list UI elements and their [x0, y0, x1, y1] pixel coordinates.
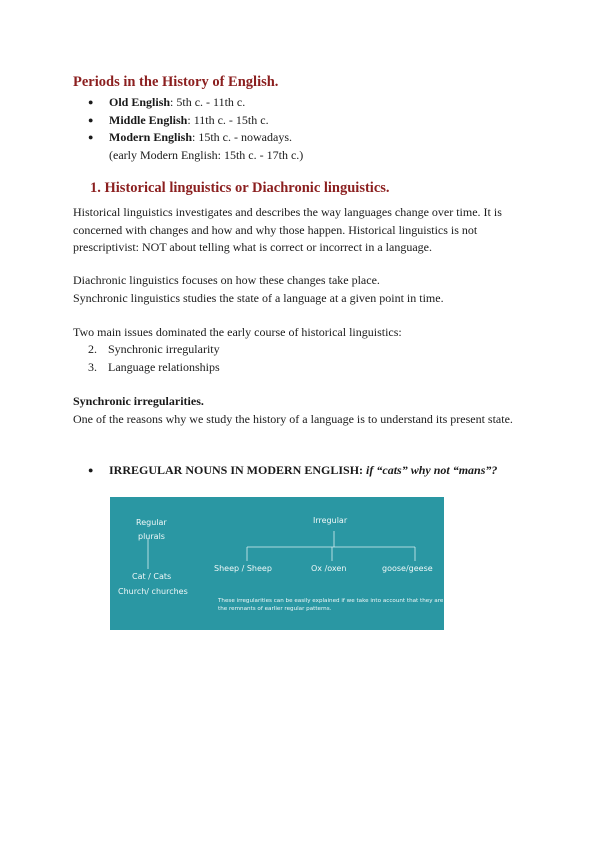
- irregular-label: Irregular: [313, 516, 348, 525]
- period-name: Modern English: [109, 130, 193, 144]
- period-range: : 15th c. - nowadays.: [192, 130, 292, 144]
- list-item: [88, 112, 303, 130]
- sub-heading: Synchronic irregularities.: [73, 394, 204, 408]
- diagram-note: These irregularities can be easily explained if we take into account that they are the remnants of earlier regular patterns.: [218, 598, 444, 612]
- irregular-nouns-bullet: [88, 462, 528, 480]
- paragraph-historical-linguistics: Historical linguistics investigates and describes the way languages change over time. It is concerned with changes and how and why those happen. Historical linguistics is not prescriptivist: NOT about telling what is correct or incorrect in a language.: [73, 205, 502, 254]
- regular-example-1: Cat / Cats: [132, 572, 172, 581]
- bullet-question: if “cats” why not “mans”?: [366, 463, 498, 477]
- item-number: 2.: [88, 342, 97, 356]
- irregular-example-goose: goose/geese: [382, 564, 433, 573]
- list-item: [88, 94, 303, 112]
- bullet-lead: IRREGULAR NOUNS IN MODERN ENGLISH:: [109, 463, 367, 477]
- irregular-example-ox: Ox /oxen: [311, 564, 347, 573]
- regular-example-2: Church/ churches: [118, 587, 188, 596]
- periods-list: [88, 94, 303, 164]
- item-text: Language relationships: [108, 359, 220, 374]
- period-range: : 5th c. - 11th c.: [170, 95, 246, 109]
- issues-list: [88, 341, 220, 376]
- period-range: : 11th c. - 15th c.: [187, 112, 269, 127]
- item-number: 3.: [88, 359, 97, 374]
- paragraph-main-issues: Two main issues dominated the early course of historical linguistics:: [73, 325, 402, 339]
- period-name: Old English: [109, 95, 171, 109]
- regular-label-1: Regular: [136, 518, 167, 527]
- diachronic-sentence: Diachronic linguistics focuses on how these changes take place.: [73, 273, 380, 287]
- irregular-example-sheep: Sheep / Sheep: [214, 564, 272, 573]
- synchronic-sentence: Synchronic linguistics studies the state of a language at a given point in time.: [73, 290, 444, 305]
- list-item: [88, 129, 303, 147]
- item-text: Synchronic irregularity: [108, 342, 220, 356]
- paragraph-diachronic-synchronic: [73, 272, 533, 307]
- paragraph-reasons: One of the reasons why we study the history of a language is to understand its present state.: [73, 412, 513, 426]
- periods-heading: Periods in the History of English.: [73, 74, 279, 90]
- section-heading: 1. Historical linguistics or Diachronic linguistics.: [90, 180, 390, 196]
- list-item: [88, 359, 220, 377]
- irregular-nouns-diagram: [110, 497, 444, 630]
- period-name: Middle English: [109, 112, 188, 127]
- list-item: [88, 341, 220, 359]
- regular-label-2: plurals: [138, 532, 165, 541]
- bullet-icon: ●: [88, 465, 94, 475]
- periods-note: (early Modern English: 15th c. - 17th c.): [109, 147, 304, 162]
